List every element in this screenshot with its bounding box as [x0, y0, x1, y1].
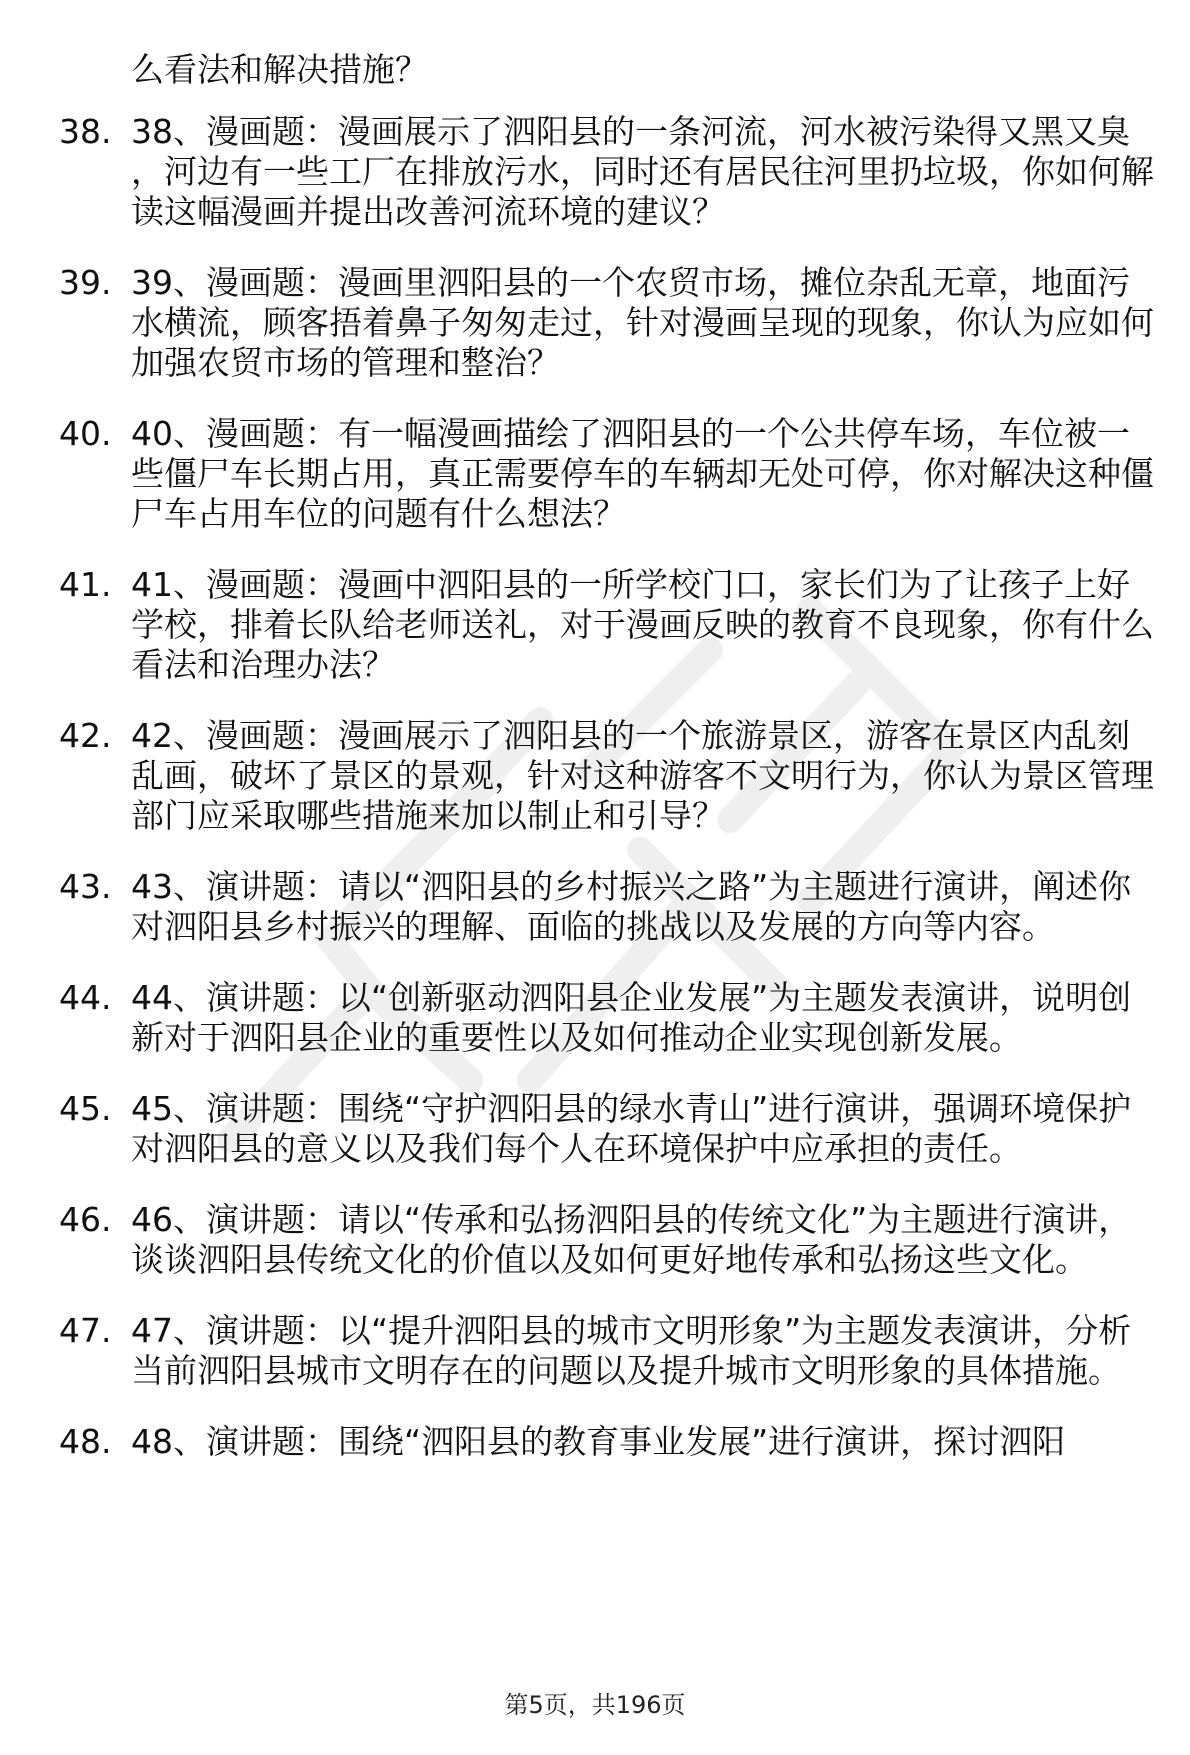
list-item: [0, 565, 1161, 685]
page-footer: 第5页，共196页: [504, 1691, 686, 1719]
item-number: 43.: [59, 867, 112, 906]
item-text: 46、演讲题：请以“传承和弘扬泗阳县的传统文化”为主题进行演讲，谈谈泗阳县传统文化的价值以及如何更好地传承和弘扬这些文化。: [131, 1200, 1132, 1279]
list-item: [0, 263, 1161, 383]
list-item: [0, 716, 1161, 836]
continued-text: 么看法和解决措施？: [131, 50, 428, 89]
item-number: 44.: [59, 978, 112, 1017]
item-number: 45.: [59, 1089, 112, 1128]
list-item: [0, 1089, 1161, 1169]
item-number: 40.: [59, 414, 112, 453]
item-text: 45、演讲题：围绕“守护泗阳县的绿水青山”进行演讲，强调环境保护对泗阳县的意义以及我们每个人在环境保护中应承担的责任。: [131, 1089, 1132, 1168]
list-item: [0, 414, 1161, 534]
item-text: 40、漫画题：有一幅漫画描绘了泗阳县的一个公共停车场，车位被一些僵尸车长期占用，真正需要停车的车辆却无处可停，你对解决这种僵尸车占用车位的问题有什么想法？: [131, 414, 1154, 533]
list-item: [0, 1422, 1161, 1462]
item-number: 38.: [59, 112, 112, 151]
item-text: 38、漫画题：漫画展示了泗阳县的一条河流，河水被污染得又黑又臭，河边有一些工厂在排放污水，同时还有居民往河里扔垃圾，你如何解读这幅漫画并提出改善河流环境的建议？: [131, 112, 1154, 231]
item-text: 43、演讲题：请以“泗阳县的乡村振兴之路”为主题进行演讲，阐述你对泗阳县乡村振兴的理解、面临的挑战以及发展的方向等内容。: [131, 867, 1132, 946]
list-item: [0, 867, 1161, 947]
item-text: 42、漫画题：漫画展示了泗阳县的一个旅游景区，游客在景区内乱刻乱画，破坏了景区的景观，针对这种游客不文明行为，你认为景区管理部门应采取哪些措施来加以制止和引导？: [131, 716, 1154, 835]
list-item: [0, 112, 1161, 232]
item-number: 39.: [59, 263, 112, 302]
item-text: 41、漫画题：漫画中泗阳县的一所学校门口，家长们为了让孩子上好学校，排着长队给老师送礼，对于漫画反映的教育不良现象，你有什么看法和治理办法？: [131, 565, 1154, 684]
item-number: 41.: [59, 565, 112, 604]
list-item: [0, 1311, 1161, 1391]
item-text: 47、演讲题：以“提升泗阳县的城市文明形象”为主题发表演讲，分析当前泗阳县城市文明存在的问题以及提升城市文明形象的具体措施。: [131, 1311, 1132, 1390]
item-number: 48.: [59, 1422, 112, 1461]
item-text: 48、演讲题：围绕“泗阳县的教育事业发展”进行演讲，探讨泗阳: [131, 1422, 1066, 1461]
question-list: [0, 112, 1190, 1493]
list-item: [0, 1200, 1161, 1280]
list-item: [0, 978, 1161, 1058]
item-number: 47.: [59, 1311, 112, 1350]
item-number: 42.: [59, 716, 112, 755]
item-text: 39、漫画题：漫画里泗阳县的一个农贸市场，摊位杂乱无章，地面污水横流，顾客捂着鼻子匆匆走过，针对漫画呈现的现象，你认为应如何加强农贸市场的管理和整治？: [131, 263, 1154, 382]
item-number: 46.: [59, 1200, 112, 1239]
item-text: 44、演讲题：以“创新驱动泗阳县企业发展”为主题发表演讲，说明创新对于泗阳县企业的重要性以及如何推动企业实现创新发展。: [131, 978, 1132, 1057]
